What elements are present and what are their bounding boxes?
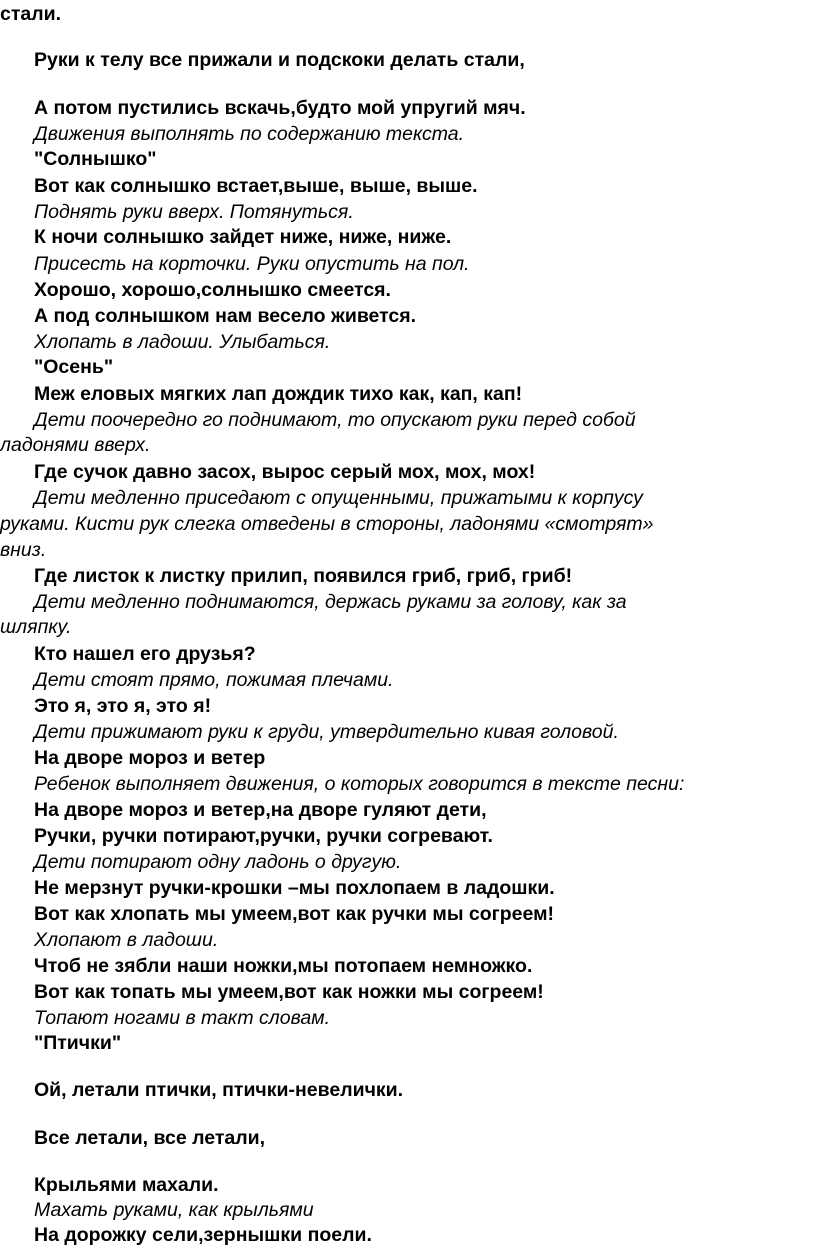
instruction-line: руками. Кисти рук слегка отведены в стороны, ладонями «смотрят» bbox=[0, 513, 654, 535]
verse-line: Где сучок давно засох, вырос серый мох, мох, мох! bbox=[34, 461, 536, 483]
verse-line: Это я, это я, это я! bbox=[34, 695, 212, 717]
verse-line: Ой, летали птички, птички-невелички. bbox=[34, 1079, 404, 1101]
instruction-line: ладонями вверх. bbox=[0, 434, 151, 456]
verse-line: Вот как хлопать мы умеем,вот как ручки мы согреем! bbox=[34, 903, 555, 925]
instruction-line: шляпку. bbox=[0, 616, 72, 638]
instruction-line: Ребенок выполняет движения, о которых говорится в тексте песни: bbox=[34, 773, 685, 795]
instruction-line: Дети потирают одну ладонь о другую. bbox=[34, 851, 402, 873]
instruction-line: Хлопать в ладоши. Улыбаться. bbox=[34, 331, 331, 353]
verse-line: Кто нашел его друзья? bbox=[34, 643, 256, 665]
verse-line: Где листок к листку прилип, появился гриб, гриб, гриб! bbox=[34, 565, 573, 587]
verse-line: Не мерзнут ручки-крошки –мы похлопаем в ладошки. bbox=[34, 877, 555, 899]
verse-line: Руки к телу все прижали и подскоки делать стали, bbox=[34, 49, 525, 71]
verse-line: Вот как солнышко встает,выше, выше, выше. bbox=[34, 175, 478, 197]
instruction-line: Дети медленно поднимаются, держась руками за голову, как за bbox=[34, 591, 627, 613]
instruction-line: Хлопают в ладоши. bbox=[34, 929, 219, 951]
verse-line: Вот как топать мы умеем,вот как ножки мы согреем! bbox=[34, 981, 544, 1003]
verse-line: Ручки, ручки потирают,ручки, ручки согревают. bbox=[34, 825, 493, 847]
instruction-line: вниз. bbox=[0, 539, 47, 561]
verse-line: На дорожку сели,зернышки поели. bbox=[34, 1224, 372, 1246]
instruction-line: Движения выполнять по содержанию текста. bbox=[34, 123, 465, 145]
instruction-line: Махать руками, как крыльями bbox=[34, 1199, 314, 1221]
instruction-line: Топают ногами в такт словам. bbox=[34, 1007, 330, 1029]
verse-line: Меж еловых мягких лап дождик тихо как, кап, кап! bbox=[34, 383, 523, 405]
instruction-line: Присесть на корточки. Руки опустить на пол. bbox=[34, 253, 470, 275]
verse-line: Все летали, все летали, bbox=[34, 1127, 266, 1149]
verse-line: стали. bbox=[0, 3, 62, 25]
verse-line: Чтоб не зябли наши ножки,мы потопаем немножко. bbox=[34, 955, 533, 977]
instruction-line: Дети стоят прямо, пожимая плечами. bbox=[34, 669, 394, 691]
verse-line: "Осень" bbox=[34, 356, 114, 378]
verse-line: "Солнышко" bbox=[34, 148, 157, 170]
verse-line: Крыльями махали. bbox=[34, 1174, 219, 1196]
instruction-line: Дети прижимают руки к груди, утвердительно кивая головой. bbox=[34, 721, 619, 743]
verse-line: Хорошо, хорошо,солнышко смеется. bbox=[34, 279, 391, 301]
verse-line: "Птички" bbox=[34, 1032, 122, 1054]
verse-line: К ночи солнышко зайдет ниже, ниже, ниже. bbox=[34, 226, 452, 248]
verse-line: А под солнышком нам весело живется. bbox=[34, 305, 417, 327]
instruction-line: Дети поочередно го поднимают, то опускают руки перед собой bbox=[34, 409, 636, 431]
verse-line: А потом пустились вскачь,будто мой упругий мяч. bbox=[34, 97, 526, 119]
instruction-line: Дети медленно приседают с опущенными, прижатыми к корпусу bbox=[34, 487, 643, 509]
verse-line: На дворе мороз и ветер,на дворе гуляют дети, bbox=[34, 799, 487, 821]
verse-line: На дворе мороз и ветер bbox=[34, 747, 266, 769]
instruction-line: Поднять руки вверх. Потянуться. bbox=[34, 201, 354, 223]
